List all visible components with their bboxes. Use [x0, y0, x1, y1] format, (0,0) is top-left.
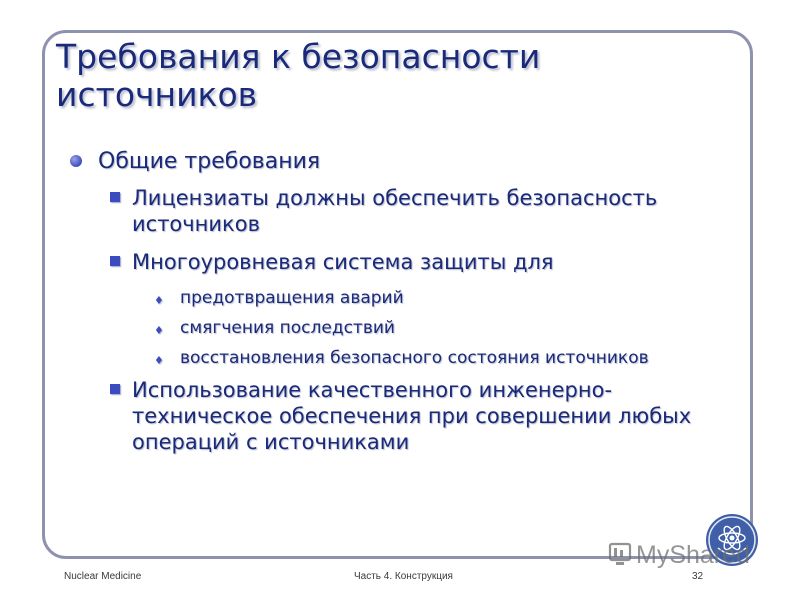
slide-content	[68, 148, 738, 467]
round-bullet-icon	[70, 155, 82, 167]
bullet-text: смягчения последствий	[180, 318, 395, 338]
bullet-text: восстановления безопасного состояния источников	[180, 348, 649, 368]
footer-left-text: Nuclear Medicine	[64, 571, 142, 582]
bullet-item-level2	[68, 377, 738, 455]
diamond-bullet-icon: ♦	[154, 294, 164, 307]
diamond-bullet-icon: ♦	[154, 324, 164, 337]
bullet-item-level2	[68, 185, 738, 237]
bullet-item-level3	[68, 287, 738, 309]
bullet-item-level3	[68, 347, 738, 369]
bullet-text: Многоуровневая система защиты для	[132, 250, 554, 274]
bullet-text: предотвращения аварий	[180, 288, 404, 308]
diamond-bullet-icon: ♦	[154, 354, 164, 367]
watermark-text: MyShared	[636, 541, 750, 569]
square-bullet-icon	[110, 256, 120, 266]
bullet-text: Общие требования	[98, 149, 321, 174]
bullet-item-level3	[68, 317, 738, 339]
bullet-text: Использование качественного инженерно-техническое обеспечения при совершении любых операций с источниками	[132, 378, 692, 454]
page-number: 32	[692, 571, 704, 582]
square-bullet-icon	[110, 192, 120, 202]
watermark-logo-icon	[606, 536, 766, 572]
footer-center-text: Часть 4. Конструкция	[354, 571, 453, 582]
myshared-watermark	[606, 536, 766, 572]
square-bullet-icon	[110, 384, 120, 394]
bullet-item-level1	[68, 148, 738, 175]
slide-title: Требования к безопасности источников	[56, 37, 541, 114]
bullet-item-level2	[68, 249, 738, 275]
bullet-text: Лицензиаты должны обеспечить безопасность источников	[132, 186, 658, 236]
